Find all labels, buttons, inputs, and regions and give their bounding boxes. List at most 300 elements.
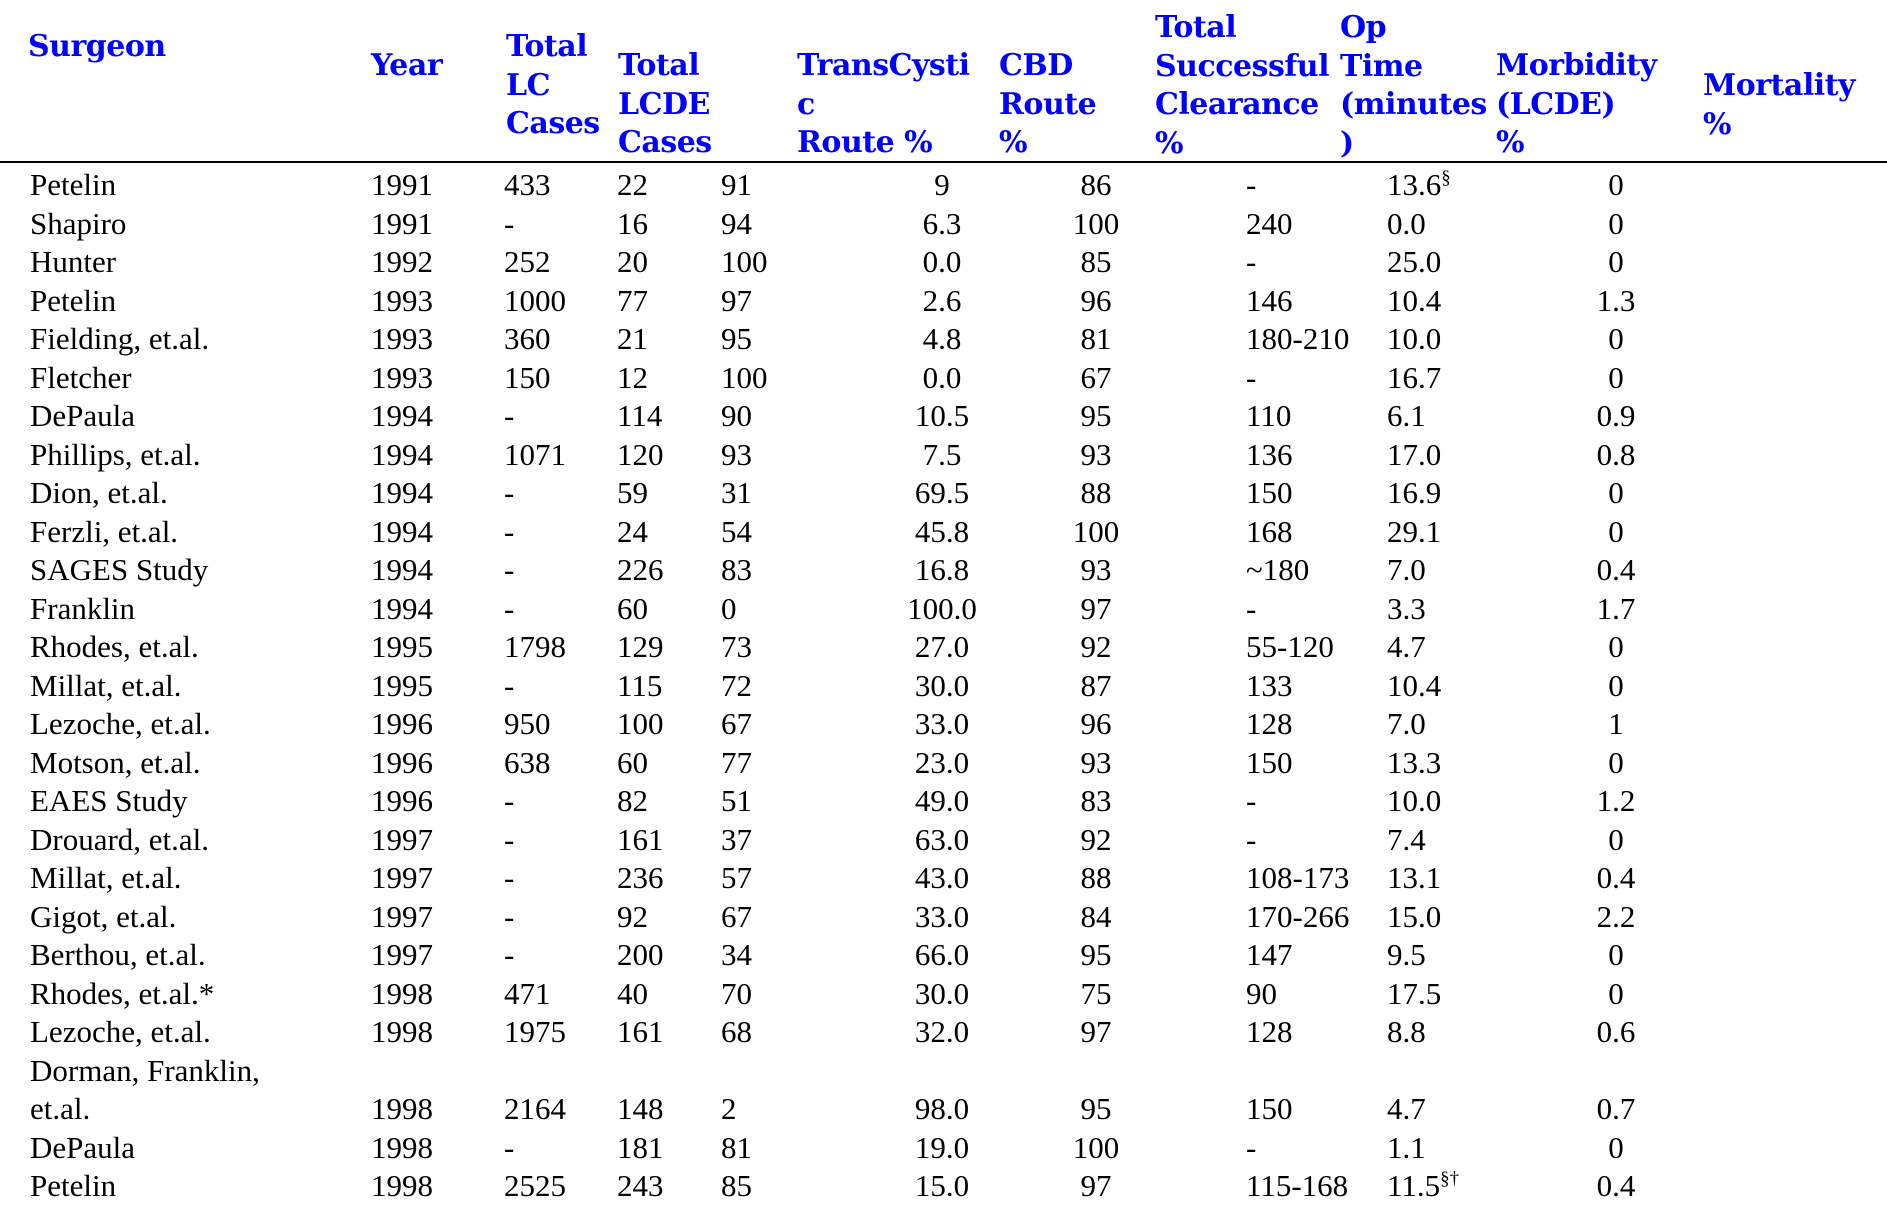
table-cell-c9: 0.0 (1387, 205, 1426, 241)
table-cell-c7: 100 (1072, 1129, 1120, 1165)
table-cell-year: 1993 (371, 359, 433, 395)
table-cell-c6: 49.0 (914, 783, 970, 818)
table-cell-lcde: 16 (617, 205, 648, 241)
table-cell-c6: 66.0 (914, 937, 970, 972)
table-row (0, 436, 1887, 475)
table-cell-surgeon: Shapiro (30, 205, 127, 241)
table-cell-lc: - (504, 1129, 515, 1165)
table-cell-c10: 0 (1608, 475, 1624, 510)
table-cell-c9: 10.4 (1387, 667, 1442, 703)
table-cell-c8: 168 (1246, 513, 1293, 549)
table-cell-c9: 9.5 (1387, 937, 1426, 972)
table-cell-c8: - (1246, 359, 1257, 395)
table-row (0, 1167, 1887, 1206)
table-cell-lc: 1071 (504, 436, 566, 472)
table-cell-c6: 98.0 (914, 1091, 970, 1126)
table-cell-c10: 0 (1608, 321, 1624, 356)
table-cell-c8: 128 (1246, 706, 1293, 741)
table-cell-c9: 13.3 (1387, 744, 1442, 780)
table-cell-lc: 433 (504, 167, 551, 202)
column-header-cbd-route (999, 47, 1096, 163)
table-row (0, 1052, 1887, 1091)
table-cell-c9: 15.0 (1387, 898, 1442, 934)
column-header-line: Total (618, 48, 700, 83)
table-cell-c7: 93 (1080, 744, 1112, 780)
column-header-line: Route (999, 86, 1097, 122)
table-cell-lcde: 161 (617, 1014, 664, 1049)
table-cell-c7: 85 (1080, 244, 1112, 279)
table-cell-lc: 150 (504, 359, 551, 395)
column-header-line: LC (506, 67, 550, 103)
table-cell-c5: 72 (721, 667, 752, 703)
table-cell-c5: 77 (721, 744, 752, 780)
table-cell-year: 1996 (371, 706, 433, 741)
table-cell-c7: 97 (1080, 1014, 1112, 1049)
table-cell-c10: 0 (1608, 821, 1624, 857)
table-cell-c6: 43.0 (914, 860, 970, 895)
table-cell-c8: 115-168 (1246, 1168, 1349, 1203)
table-cell-c6: 32.0 (914, 1014, 970, 1049)
table-row (0, 898, 1887, 937)
table-cell-c10: 0 (1608, 744, 1624, 780)
table-cell-c7: 81 (1080, 321, 1112, 356)
table-cell-year: 1995 (371, 667, 433, 703)
table-row (0, 243, 1887, 282)
table-cell-c9: 1.1 (1387, 1129, 1426, 1165)
table-cell-surgeon: Petelin (30, 1168, 117, 1203)
table-cell-c9: 16.7 (1387, 359, 1442, 395)
table-cell-year: 1998 (371, 1014, 433, 1049)
table-cell-lcde: 161 (617, 821, 664, 857)
table-cell-c5: 67 (721, 898, 752, 934)
table-cell-c10: 0 (1608, 205, 1624, 241)
table-cell-c7: 67 (1080, 359, 1112, 395)
table-cell-lcde: 21 (617, 321, 648, 356)
column-header-total-lcde-cases (618, 47, 712, 163)
table-cell-c9: 17.5 (1387, 975, 1442, 1011)
table-cell-surgeon: et.al. (30, 1091, 91, 1126)
column-header-line: Surgeon (28, 29, 166, 64)
table-row (0, 590, 1887, 629)
table-cell-surgeon: Petelin (30, 167, 117, 202)
column-header-line: Total (1155, 10, 1237, 45)
table-cell-c10: 0 (1608, 1129, 1624, 1165)
table-cell-c6: 33.0 (914, 706, 970, 741)
table-cell-c9: 13.6§ (1387, 167, 1451, 202)
table-cell-c5: 94 (721, 205, 752, 241)
table-cell-c5: 97 (721, 282, 752, 318)
table-cell-lcde: 100 (617, 706, 664, 741)
table-cell-c8: 55-120 (1246, 629, 1334, 664)
table-cell-year: 1994 (371, 513, 433, 549)
table-row (0, 628, 1887, 667)
table-cell-c7: 88 (1080, 860, 1112, 895)
table-cell-c9: 10.4 (1387, 282, 1442, 318)
column-header-transcystic-route (797, 47, 970, 163)
table-cell-c9: 29.1 (1387, 513, 1442, 549)
table-cell-lcde: 115 (617, 667, 663, 703)
table-row (0, 744, 1887, 783)
table-cell-lc: - (504, 667, 515, 703)
table-cell-lc: 638 (504, 744, 551, 780)
table-cell-c10: 0 (1608, 937, 1624, 972)
table-cell-lcde: 60 (617, 744, 648, 780)
table-cell-c8: 136 (1246, 436, 1293, 472)
table-cell-year: 1991 (371, 167, 433, 202)
table-cell-year: 1997 (371, 937, 433, 972)
table-cell-c10: 0 (1608, 167, 1624, 202)
table-cell-c5: 81 (721, 1129, 752, 1165)
column-header-line: Cases (618, 125, 712, 160)
table-cell-lc: - (504, 552, 515, 587)
table-cell-c10: 0 (1608, 667, 1624, 703)
table-cell-surgeon: Dorman, Franklin, (30, 1052, 260, 1088)
table-cell-lcde: 22 (617, 167, 648, 202)
table-cell-c8: - (1246, 783, 1257, 818)
table-cell-c9: 10.0 (1387, 321, 1442, 356)
table-cell-surgeon: Millat, et.al. (30, 667, 182, 703)
table-cell-c8: 133 (1246, 667, 1293, 703)
table-cell-c9: 17.0 (1387, 436, 1442, 472)
table-cell-surgeon: Franklin (30, 590, 136, 626)
table-cell-surgeon: Gigot, et.al. (30, 898, 177, 934)
table-cell-c5: 34 (721, 937, 752, 972)
table-cell-lcde: 200 (617, 937, 664, 972)
table-cell-lc: - (504, 590, 515, 626)
table-cell-c6: 7.5 (922, 436, 962, 472)
table-cell-c5: 67 (721, 706, 752, 741)
table-cell-lc: 1000 (504, 282, 566, 318)
table-cell-c5: 37 (721, 821, 752, 857)
table-row (0, 359, 1887, 398)
table-cell-lcde: 92 (617, 898, 648, 934)
table-cell-c8: 110 (1246, 398, 1292, 433)
table-cell-c6: 9 (934, 167, 950, 202)
table-row (0, 551, 1887, 590)
column-header-line: % (999, 125, 1028, 160)
table-cell-year: 1996 (371, 783, 433, 818)
table-row (0, 1129, 1887, 1168)
table-cell-surgeon: Rhodes, et.al. (30, 629, 199, 664)
table-cell-lc: 2164 (504, 1091, 566, 1126)
column-header-line: Time (1340, 48, 1423, 84)
table-cell-c5: 95 (721, 321, 752, 356)
table-cell-c5: 73 (721, 629, 752, 664)
column-header-line: (LCDE) (1496, 86, 1616, 122)
table-cell-year: 1997 (371, 898, 433, 934)
column-header-morbidity (1496, 47, 1657, 163)
table-cell-c9: 8.8 (1387, 1014, 1426, 1049)
table-cell-c8: ~180 (1246, 552, 1310, 587)
table-cell-c7: 84 (1080, 898, 1112, 934)
table-cell-c7: 88 (1080, 475, 1112, 510)
table-row (0, 667, 1887, 706)
table-cell-c6: 15.0 (914, 1168, 970, 1203)
table-cell-c10: 0 (1608, 359, 1624, 395)
table-cell-surgeon: Drouard, et.al. (30, 821, 210, 857)
table-cell-lc: 2525 (504, 1168, 566, 1203)
header-divider-rule (0, 161, 1887, 163)
table-cell-c7: 95 (1080, 1091, 1112, 1126)
table-cell-c8: 150 (1246, 1091, 1293, 1126)
table-cell-c7: 97 (1080, 590, 1112, 626)
table-cell-c8: 128 (1246, 1014, 1293, 1049)
table-cell-year: 1994 (371, 475, 433, 510)
column-header-total-successful-clearance (1155, 9, 1329, 163)
table-cell-c8: - (1246, 1129, 1257, 1165)
table-cell-c8: - (1246, 244, 1257, 279)
table-cell-c9: 7.0 (1387, 706, 1426, 741)
table-cell-c6: 23.0 (914, 744, 970, 780)
column-header-line: Morbidity (1496, 48, 1657, 83)
table-cell-c6: 0.0 (922, 244, 962, 279)
table-cell-lc: 471 (504, 975, 551, 1011)
table-cell-c6: 33.0 (914, 898, 970, 934)
table-cell-lc: - (504, 205, 515, 241)
table-cell-surgeon: Berthou, et.al. (30, 937, 206, 972)
table-cell-c6: 4.8 (922, 321, 962, 356)
table-cell-c5: 100 (721, 244, 768, 279)
table-cell-lcde: 226 (617, 552, 664, 587)
table-cell-c10: 2.2 (1596, 898, 1636, 934)
table-cell-surgeon: DePaula (30, 1129, 136, 1165)
table-cell-c8: 180-210 (1246, 321, 1350, 356)
table-cell-year: 1995 (371, 629, 433, 664)
table-cell-c5: 0 (721, 590, 737, 626)
table-cell-c10: 0 (1608, 244, 1624, 279)
table-cell-c10: 0.7 (1596, 1091, 1636, 1126)
table-cell-year: 1991 (371, 205, 433, 241)
table-cell-c5: 93 (721, 436, 752, 472)
table-cell-c7: 75 (1080, 975, 1112, 1011)
column-header-total-lc-cases (506, 28, 600, 144)
table-cell-year: 1993 (371, 282, 433, 318)
table-cell-c9: 10.0 (1387, 783, 1442, 818)
table-cell-c7: 83 (1080, 783, 1112, 818)
table-cell-lc: 360 (504, 321, 551, 356)
table-cell-year: 1998 (371, 1129, 433, 1165)
table-cell-lcde: 148 (617, 1091, 664, 1126)
table-cell-c10: 0.9 (1596, 398, 1636, 433)
table-cell-lcde: 12 (617, 359, 648, 395)
table-cell-c10: 0.4 (1596, 860, 1636, 895)
table-row (0, 205, 1887, 244)
table-cell-lcde: 40 (617, 975, 648, 1011)
table-cell-lcde: 120 (617, 436, 664, 472)
table-cell-c6: 2.6 (922, 282, 962, 318)
table-cell-surgeon: Millat, et.al. (30, 860, 182, 895)
table-cell-c7: 92 (1080, 629, 1112, 664)
table-cell-surgeon: Hunter (30, 244, 117, 279)
table-cell-c6: 6.3 (922, 205, 962, 241)
table-cell-c8: 146 (1246, 282, 1293, 318)
table-cell-year: 1998 (371, 1091, 433, 1126)
table-cell-c9: 25.0 (1387, 244, 1442, 279)
table-row (0, 166, 1887, 205)
table-cell-lc: - (504, 860, 515, 895)
table-cell-year: 1994 (371, 398, 433, 433)
table-cell-surgeon: SAGES Study (30, 552, 209, 587)
footnote-marker: §† (1440, 1168, 1460, 1190)
table-cell-c5: 91 (721, 167, 752, 202)
table-cell-c7: 100 (1072, 205, 1120, 241)
table-cell-c5: 68 (721, 1014, 752, 1049)
table-cell-surgeon: Petelin (30, 282, 117, 318)
table-cell-c7: 95 (1080, 937, 1112, 972)
table-cell-c10: 0.4 (1596, 1168, 1636, 1203)
table-cell-c9: 11.5§† (1387, 1168, 1460, 1203)
table-cell-lc: 950 (504, 706, 551, 741)
table-row (0, 1090, 1887, 1129)
table-cell-c7: 87 (1080, 667, 1112, 703)
table-cell-c5: 90 (721, 398, 752, 433)
table-cell-year: 1994 (371, 436, 433, 472)
table-cell-year: 1994 (371, 552, 433, 587)
table-cell-c9: 4.7 (1387, 629, 1426, 664)
table-cell-c10: 1 (1608, 706, 1624, 741)
table-cell-year: 1992 (371, 244, 433, 279)
table-cell-surgeon: Motson, et.al. (30, 744, 201, 780)
column-header-line: (minutes (1340, 87, 1487, 122)
table-cell-c8: - (1246, 167, 1257, 202)
table-cell-year: 1997 (371, 860, 433, 895)
table-row (0, 821, 1887, 860)
column-header-line: ) (1340, 125, 1354, 161)
table-cell-c9: 7.0 (1387, 552, 1426, 587)
table-cell-surgeon: Fielding, et.al. (30, 321, 210, 356)
table-cell-surgeon: Fletcher (30, 359, 132, 395)
table-cell-c6: 30.0 (914, 975, 970, 1011)
table-cell-c8: 170-266 (1246, 898, 1350, 934)
table-cell-surgeon: Dion, et.al. (30, 475, 168, 510)
column-header-line: Mortality (1703, 68, 1855, 103)
table-cell-c6: 100.0 (907, 590, 977, 626)
table-cell-c5: 70 (721, 975, 752, 1011)
table-cell-surgeon: EAES Study (30, 783, 188, 818)
column-header-line: Route % (797, 125, 933, 160)
table-cell-c5: 31 (721, 475, 752, 510)
column-header-line: Op (1340, 10, 1387, 45)
column-header-line: % (1155, 125, 1184, 161)
column-header-line: Year (371, 48, 443, 83)
table-cell-c5: 57 (721, 860, 752, 895)
table-cell-c6: 0.0 (922, 359, 962, 395)
table-cell-surgeon: Lezoche, et.al. (30, 1014, 211, 1049)
table-cell-lcde: 60 (617, 590, 648, 626)
table-cell-c9: 13.1 (1387, 860, 1442, 895)
column-header-line: Clearance (1155, 87, 1319, 122)
table-row (0, 782, 1887, 821)
footnote-marker: § (1441, 167, 1451, 189)
table-cell-year: 1998 (371, 1168, 433, 1203)
column-header-line: Total (506, 29, 588, 64)
table-cell-lcde: 59 (617, 475, 648, 510)
table-cell-c6: 45.8 (914, 513, 970, 549)
column-header-line: TransCysti (797, 48, 970, 83)
table-row (0, 397, 1887, 436)
table-cell-c7: 93 (1080, 436, 1112, 472)
table-cell-lcde: 77 (617, 282, 648, 318)
column-header-op-time (1340, 9, 1487, 163)
table-cell-surgeon: Lezoche, et.al. (30, 706, 211, 741)
table-row (0, 1013, 1887, 1052)
table-cell-c5: 100 (721, 359, 768, 395)
table-row (0, 936, 1887, 975)
column-header-line: Successful (1155, 48, 1329, 84)
table-cell-year: 1993 (371, 321, 433, 356)
table-cell-c10: 0 (1608, 629, 1624, 664)
table-cell-c6: 16.8 (914, 552, 970, 587)
table-cell-c8: 108-173 (1246, 860, 1350, 895)
table-cell-c6: 30.0 (914, 667, 970, 703)
table-cell-c7: 100 (1072, 513, 1120, 549)
table-row (0, 320, 1887, 359)
table-row (0, 859, 1887, 898)
table-cell-year: 1997 (371, 821, 433, 857)
table-cell-c8: 90 (1246, 975, 1277, 1011)
table-cell-lcde: 236 (617, 860, 664, 895)
table-cell-year: 1998 (371, 975, 433, 1011)
table-cell-c8: 150 (1246, 475, 1293, 510)
table-cell-c7: 96 (1080, 282, 1112, 318)
table-cell-c6: 19.0 (914, 1129, 970, 1165)
table-cell-lc: - (504, 475, 515, 510)
table-cell-c10: 0.4 (1596, 552, 1636, 587)
table-cell-c10: 1.2 (1596, 783, 1636, 818)
table-row (0, 705, 1887, 744)
table-cell-lc: - (504, 898, 515, 934)
table-cell-c7: 97 (1080, 1168, 1112, 1203)
table-cell-c5: 83 (721, 552, 752, 587)
column-header-year (371, 47, 442, 86)
table-cell-year: 1994 (371, 590, 433, 626)
table-cell-surgeon: DePaula (30, 398, 136, 433)
column-header-line: % (1496, 125, 1525, 160)
table-cell-c8: 240 (1246, 205, 1293, 241)
table-cell-c5: 2 (721, 1091, 737, 1126)
table-cell-c7: 95 (1080, 398, 1112, 433)
table-cell-c10: 0.8 (1596, 436, 1636, 472)
table-cell-lcde: 24 (617, 513, 648, 549)
table-cell-c8: - (1246, 821, 1257, 857)
table-cell-c6: 27.0 (914, 629, 970, 664)
column-header-mortality (1703, 67, 1855, 144)
table-cell-c7: 86 (1080, 167, 1112, 202)
table-cell-c5: 51 (721, 783, 752, 818)
table-cell-c10: 1.3 (1596, 282, 1636, 318)
table-cell-lc: 1798 (504, 629, 566, 664)
table-cell-surgeon: Phillips, et.al. (30, 436, 201, 472)
table-cell-c8: - (1246, 590, 1257, 626)
table-row (0, 513, 1887, 552)
table-cell-lc: - (504, 398, 515, 433)
table-cell-surgeon: Rhodes, et.al.* (30, 975, 215, 1011)
table-cell-lcde: 20 (617, 244, 648, 279)
table-cell-c7: 92 (1080, 821, 1112, 857)
table-cell-lc: - (504, 821, 515, 857)
table-cell-lcde: 243 (617, 1168, 664, 1203)
column-header-line: % (1703, 106, 1732, 142)
table-cell-c9: 6.1 (1387, 398, 1426, 433)
table-cell-lc: 252 (504, 244, 551, 279)
table-cell-lcde: 114 (617, 398, 663, 433)
table-cell-c10: 0.6 (1596, 1014, 1636, 1049)
table-cell-lcde: 129 (617, 629, 664, 664)
table-cell-c6: 10.5 (914, 398, 970, 433)
table-row (0, 474, 1887, 513)
table-cell-year: 1996 (371, 744, 433, 780)
table-cell-c6: 63.0 (914, 821, 970, 857)
